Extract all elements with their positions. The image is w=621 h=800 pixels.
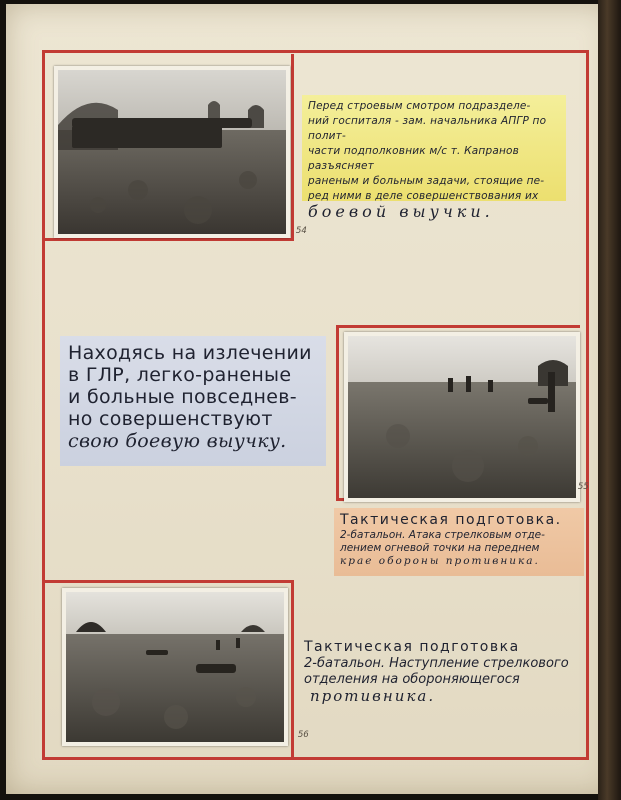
photo-1 [54, 66, 290, 238]
photo-2-image [348, 336, 576, 498]
photo-2-number: 55 [578, 482, 589, 492]
caption-line: Находясь на излечении [68, 342, 312, 364]
red-box-1-bottom [42, 238, 294, 241]
red-box-3-right [291, 580, 294, 758]
red-box-3-top [42, 580, 294, 583]
caption-photo-2 [334, 508, 584, 576]
photo-2 [344, 332, 580, 502]
caption-line: части подполковник м/с т. Капранов разъясняет [308, 145, 520, 172]
red-frame-top [42, 50, 588, 53]
photo-1-image [58, 70, 286, 234]
caption-title: Тактическая подготовка [304, 639, 520, 655]
red-frame-right [586, 50, 589, 760]
caption-line: раненым и больным задачи, стоящие пе- [308, 175, 545, 187]
caption-line: боевой выучки. [308, 202, 494, 221]
caption-line: 2-батальон. Наступление стрелкового [304, 656, 569, 671]
caption-photo-1 [302, 95, 566, 221]
red-box-2-top [336, 325, 580, 328]
caption-line: отделения на обороняющегося [304, 672, 520, 687]
photo-3-number: 56 [298, 730, 309, 740]
caption-line: лением огневой точки на переднем [340, 542, 540, 554]
caption-line: противника. [310, 687, 436, 705]
caption-center [60, 336, 326, 466]
caption-line: Перед строевым смотром подразделе- [308, 100, 531, 112]
red-frame-left [42, 50, 45, 760]
red-frame-bottom [42, 757, 589, 760]
photo-1-number: 54 [296, 226, 307, 236]
photo-3 [62, 588, 288, 746]
photo-3-image [66, 592, 284, 742]
caption-photo-3 [304, 638, 576, 712]
album-spine [598, 0, 621, 800]
caption-title: Тактическая подготовка. [340, 512, 562, 528]
red-box-2-left [336, 325, 339, 500]
caption-line: ний госпиталя - зам. начальника АПГР по полит- [308, 115, 547, 142]
caption-line: крае обороны противника. [340, 555, 540, 567]
caption-line: ред ними в деле совершенствования их [308, 190, 539, 202]
caption-line: в ГЛР, легко-раненые [68, 364, 292, 386]
caption-line: 2-батальон. Атака стрелковым отде- [340, 529, 545, 541]
caption-line: но совершенствуют [68, 408, 273, 430]
red-box-1-right [291, 54, 294, 240]
caption-line: и больные повседнев- [68, 386, 297, 408]
caption-line: свою боевую выучку. [68, 430, 287, 452]
